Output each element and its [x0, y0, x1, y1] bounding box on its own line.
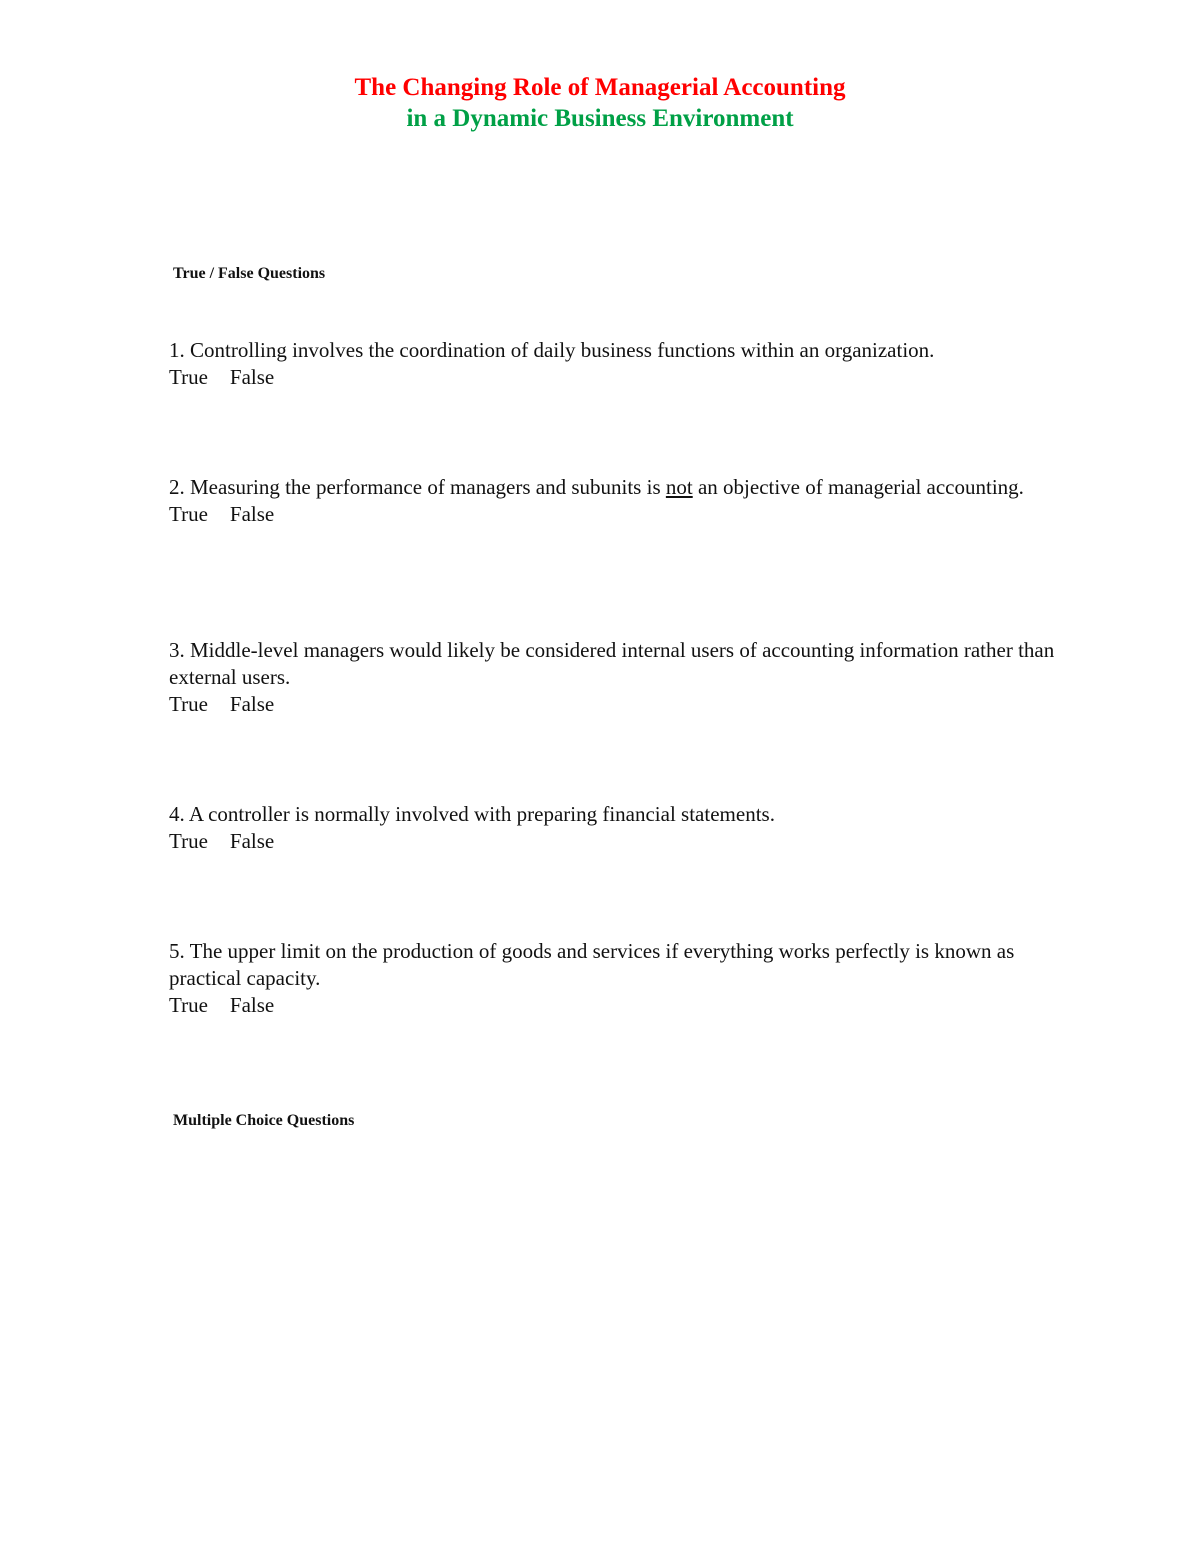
answer-options: [169, 992, 1069, 1019]
answer-options: [169, 364, 1069, 391]
emphasis-underlined: not: [665, 475, 693, 499]
multiple-choice-section-heading: Multiple Choice Questions: [173, 1112, 355, 1129]
question-2: [169, 474, 1069, 528]
question-5: [169, 938, 1069, 1019]
question-text: 4. A controller is normally involved with preparing financial statements.: [169, 802, 775, 826]
question-text: [169, 474, 1069, 501]
answer-true: True: [169, 829, 208, 853]
question-text-part: 2. Measuring the performance of managers and subunits is: [169, 475, 666, 499]
answer-true: True: [169, 502, 208, 526]
question-3: [169, 637, 1069, 718]
answer-false: False: [229, 993, 275, 1017]
document-title-line-1: The Changing Role of Managerial Accounting: [354, 74, 846, 101]
answer-options: [169, 501, 1069, 528]
answer-false: False: [229, 692, 275, 716]
answer-true: True: [169, 993, 208, 1017]
question-text: 1. Controlling involves the coordination of daily business functions within an organization.: [169, 338, 935, 362]
answer-options: [169, 828, 1069, 855]
question-4: [169, 801, 1069, 855]
question-text-part: an objective of managerial accounting.: [692, 475, 1024, 499]
answer-true: True: [169, 365, 208, 389]
answer-false: False: [229, 502, 275, 526]
answer-options: [169, 691, 1069, 718]
answer-false: False: [229, 365, 275, 389]
question-1: [169, 337, 1069, 391]
true-false-section-heading: True / False Questions: [173, 265, 326, 282]
question-text: 5. The upper limit on the production of goods and services if everything works perfectly is known as practical capacity.: [169, 939, 1015, 990]
question-text: 3. Middle-level managers would likely be considered internal users of accounting information rather than external users.: [169, 638, 1055, 689]
answer-true: True: [169, 692, 208, 716]
document-title-line-2: in a Dynamic Business Environment: [406, 105, 794, 132]
answer-false: False: [229, 829, 275, 853]
